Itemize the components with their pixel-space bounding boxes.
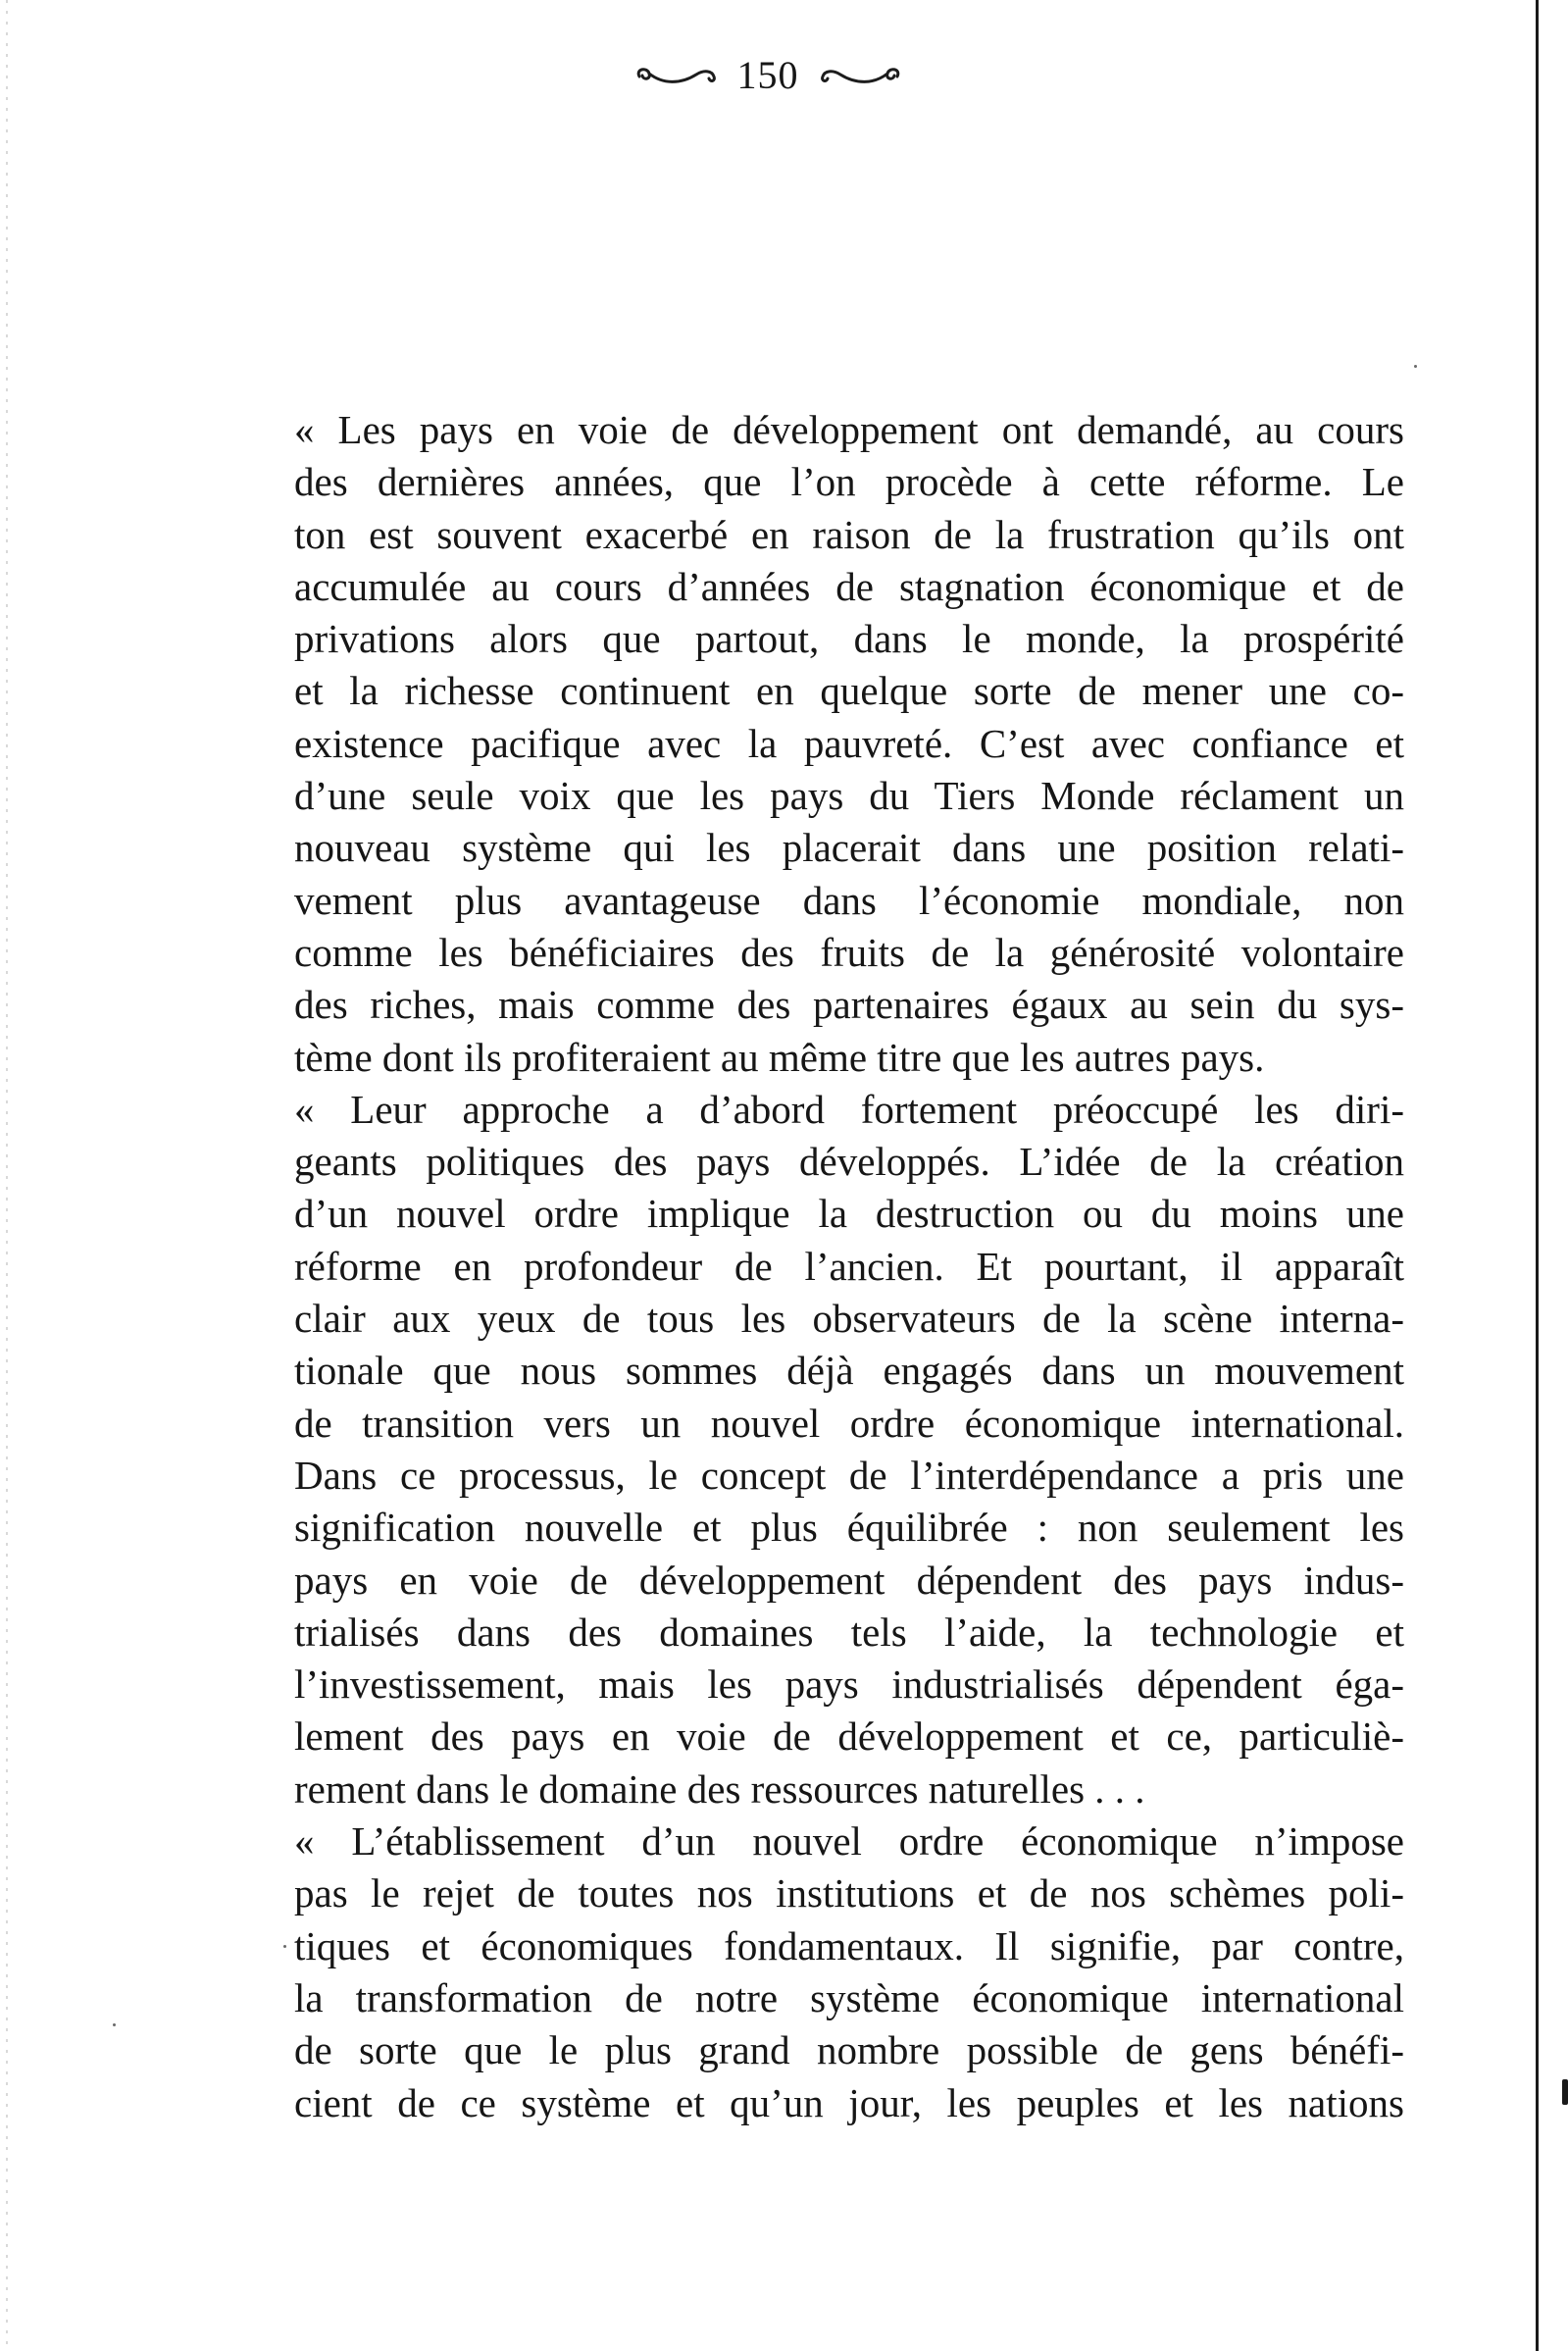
text-line: clair aux yeux de tous les observateurs de la scène interna-	[294, 1296, 1404, 1342]
text-line: « Leur approche a d’abord fortement préoccupé les diri-	[294, 1086, 1404, 1132]
text-line: tème dont ils profiteraient au même titre que les autres pays.	[294, 1034, 1265, 1080]
text-line: pas le rejet de toutes nos institutions et de nos schèmes poli-	[294, 1870, 1404, 1917]
text-line: tionale que nous sommes déjà engagés dans un mouvement	[294, 1348, 1404, 1394]
scan-speck	[113, 2023, 116, 2026]
text-line: réforme en profondeur de l’ancien. Et pourtant, il apparaît	[294, 1243, 1404, 1289]
text-line: tiques et économiques fondamentaux. Il signifie, par contre,	[294, 1922, 1404, 1968]
scan-speck	[283, 1945, 286, 1948]
text-line: existence pacifique avec la pauvreté. C’est avec confiance et	[294, 720, 1404, 766]
text-line: privations alors que partout, dans le monde, la prospérité	[294, 616, 1404, 662]
text-line: d’un nouvel ordre implique la destruction ou du moins une	[294, 1191, 1404, 1237]
text-line: vement plus avantageuse dans l’économie mondiale, non	[294, 877, 1404, 923]
text-line: nouveau système qui les placerait dans une position relati-	[294, 825, 1404, 871]
text-line: des riches, mais comme des partenaires égaux au sein du sys-	[294, 982, 1404, 1028]
right-binding-edge	[1536, 0, 1539, 2351]
binding-mark	[1562, 2079, 1568, 2105]
text-line: d’une seule voix que les pays du Tiers Monde réclament un	[294, 773, 1404, 819]
swash-ornament-right-icon	[815, 61, 903, 90]
right-margin	[1542, 0, 1568, 2351]
text-line: l’investissement, mais les pays industrialisés dépendent éga-	[294, 1661, 1404, 1708]
text-line: geants politiques des pays développés. L’idée de la création	[294, 1139, 1404, 1185]
page-number: 150	[736, 53, 799, 97]
text-line: la transformation de notre système économique international	[294, 1974, 1404, 2020]
text-line: pays en voie de développement dépendent des pays indus-	[294, 1557, 1404, 1603]
text-line: comme les bénéficiaires des fruits de la générosité volontaire	[294, 929, 1404, 975]
text-line: signification nouvelle et plus équilibrée : non seulement les	[294, 1505, 1404, 1551]
text-line: lement des pays en voie de développement et ce, particuliè-	[294, 1713, 1404, 1760]
text-line: Dans ce processus, le concept de l’interdépendance a pris une	[294, 1452, 1404, 1498]
text-line: de transition vers un nouvel ordre économique international.	[294, 1400, 1404, 1446]
text-line: « Les pays en voie de développement ont demandé, au cours	[294, 407, 1404, 452]
text-line: ton est souvent exacerbé en raison de la frustration qu’ils ont	[294, 511, 1404, 557]
text-line: trialisés dans des domaines tels l’aide, la technologie et	[294, 1609, 1404, 1655]
text-line: rement dans le domaine des ressources naturelles . . .	[294, 1765, 1145, 1812]
text-line: des dernières années, que l’on procède à cette réforme. Le	[294, 459, 1404, 505]
text-line: accumulée au cours d’années de stagnation économique et de	[294, 563, 1404, 609]
text-line: cient de ce système et qu’un jour, les peuples et les nations	[294, 2079, 1404, 2125]
text-line: de sorte que le plus grand nombre possible de gens bénéfi-	[294, 2027, 1404, 2073]
left-page-edge	[6, 0, 8, 2351]
text-line: et la richesse continuent en quelque sorte de mener une co-	[294, 668, 1404, 714]
running-header	[0, 51, 1536, 100]
body-text	[294, 404, 1404, 2129]
scan-speck	[1414, 365, 1417, 368]
swash-ornament-left-icon	[633, 61, 722, 90]
text-line: « L’établissement d’un nouvel ordre économique n’impose	[294, 1818, 1404, 1865]
